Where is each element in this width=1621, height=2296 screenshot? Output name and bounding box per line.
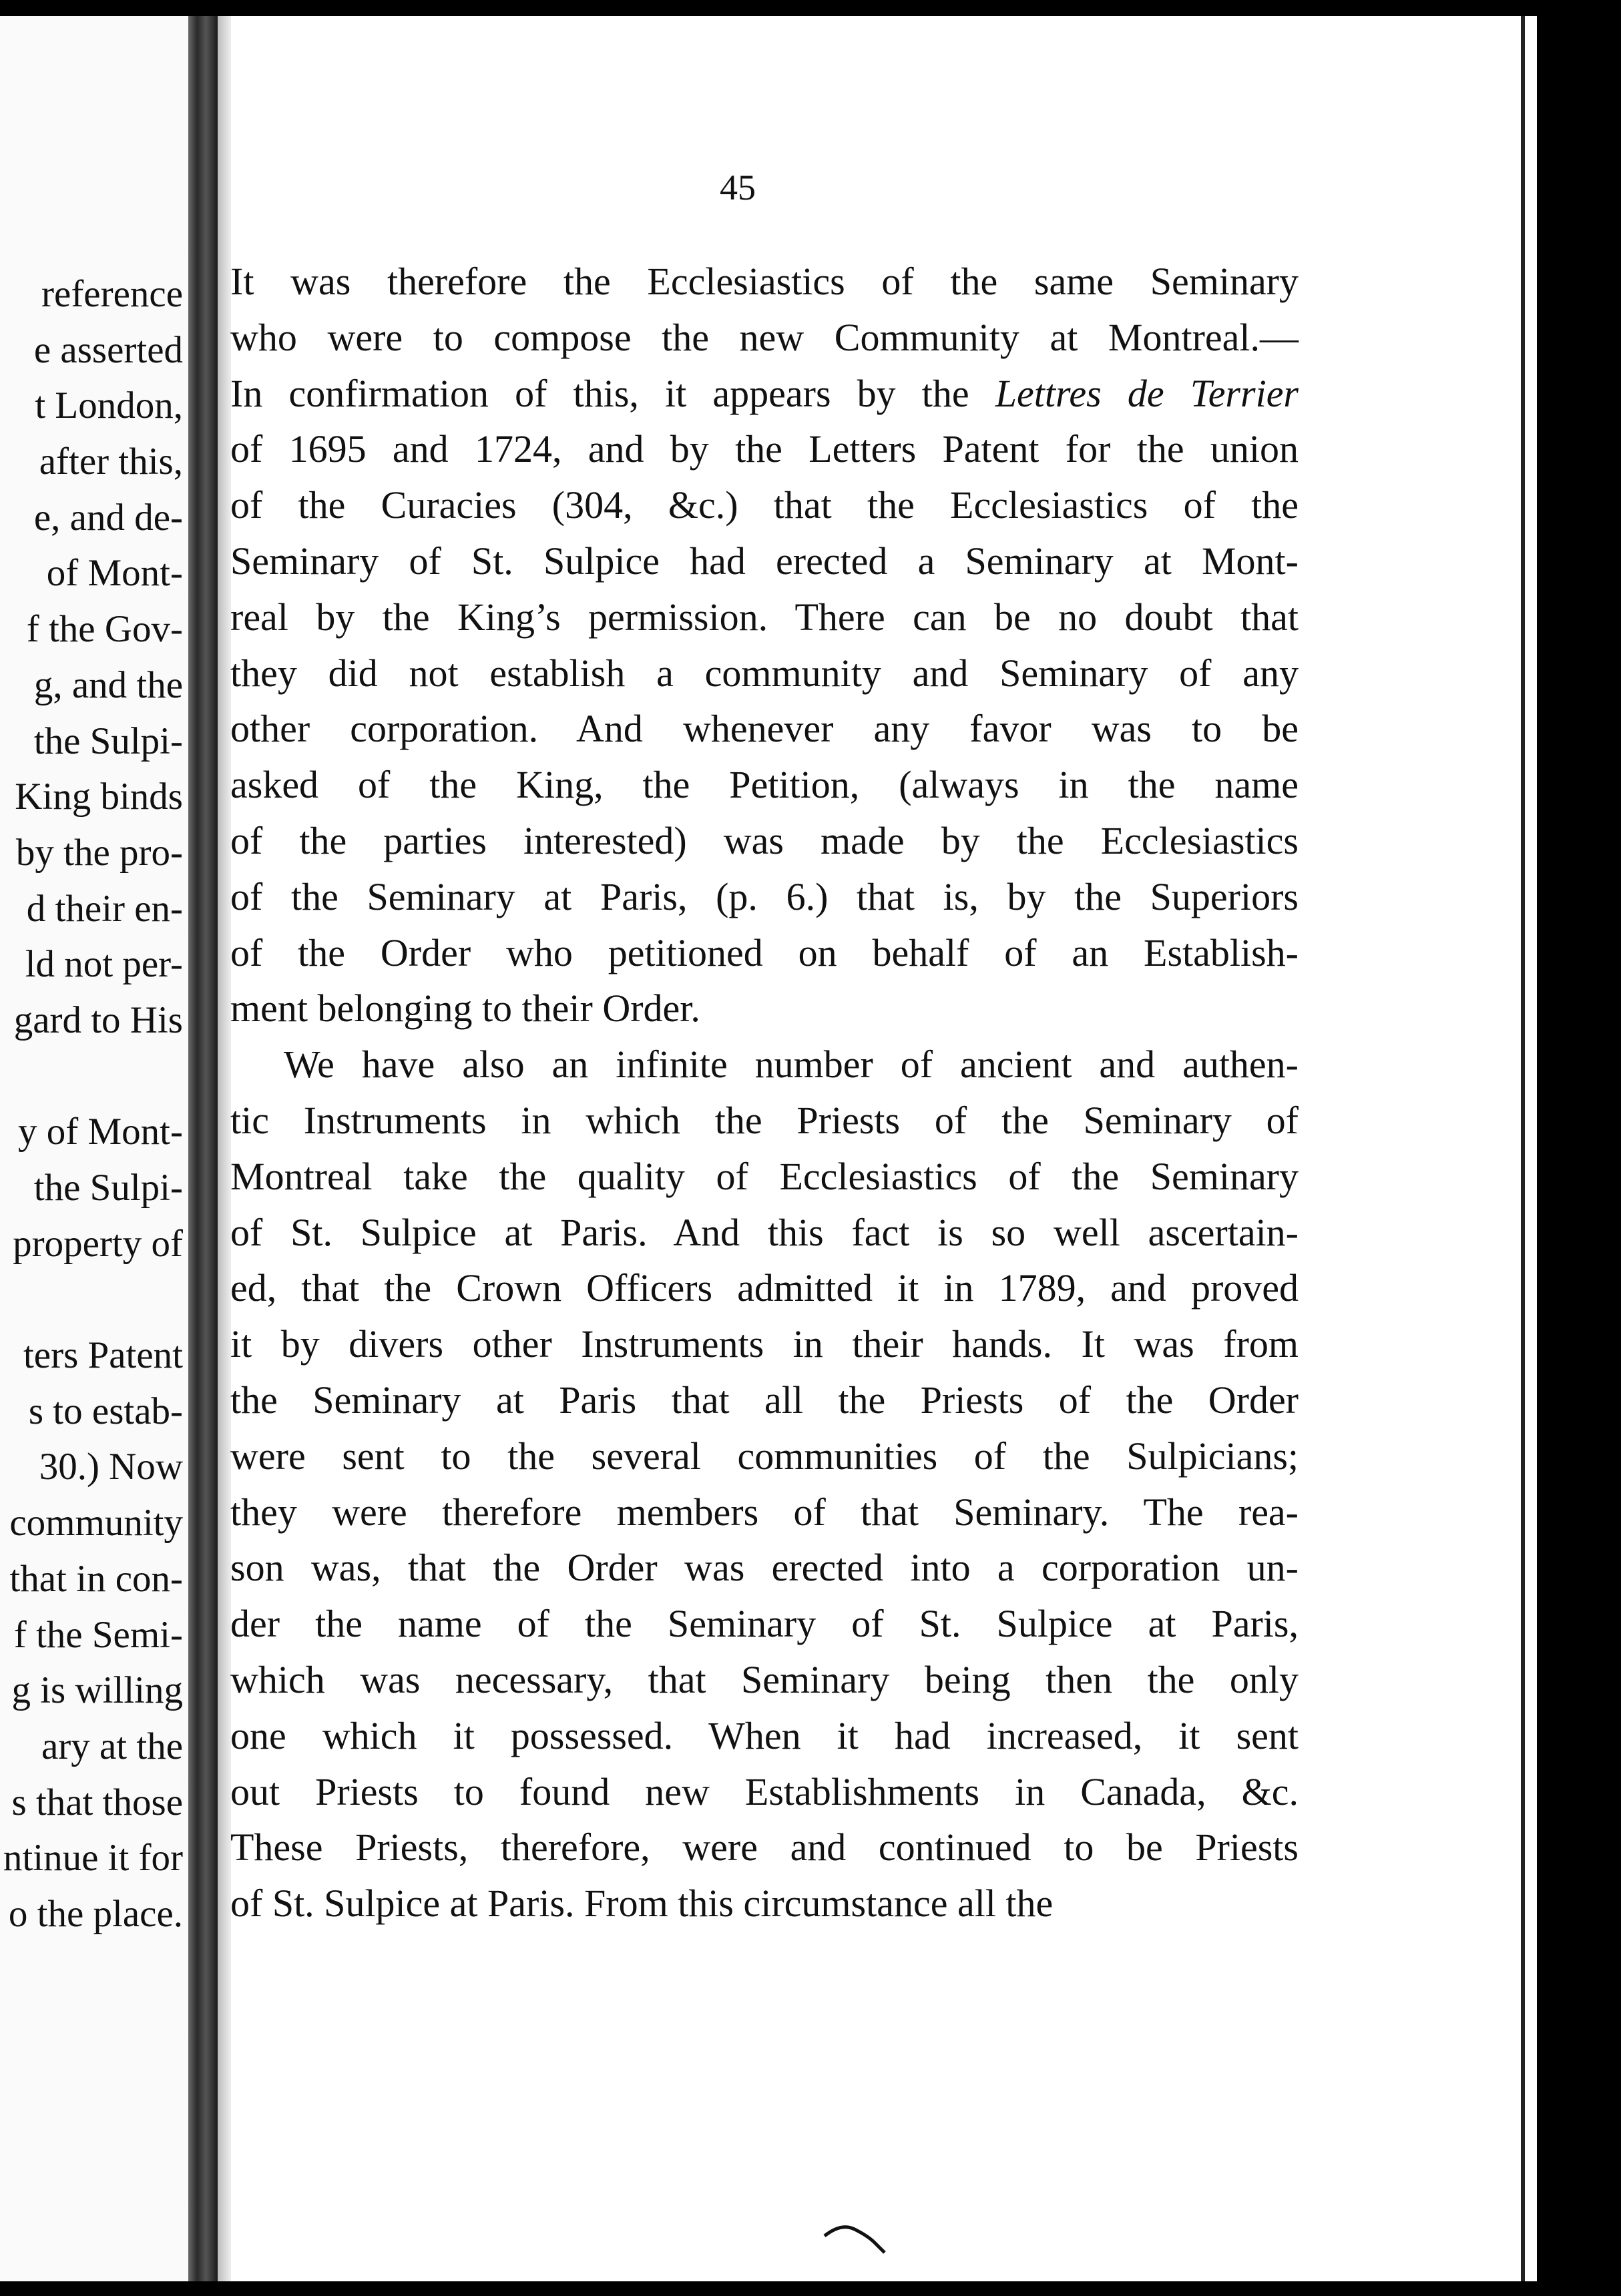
paragraph2-line: tic Instruments in which the Priests of the Seminary of [230, 1098, 1299, 1142]
facing-page-line: the Sulpi- [33, 720, 183, 762]
paragraph1-line: of the parties interested) was made by the Ecclesiastics [230, 818, 1299, 862]
paragraph2-line: These Priests, therefore, were and continued to be Priests [230, 1825, 1299, 1870]
paragraph1-line: It was therefore the Ecclesiastics of the same Seminary [230, 260, 1299, 303]
paragraph2-line: ed, that the Crown Officers admitted it in 1789, and proved [230, 1266, 1299, 1310]
facing-page-left [0, 16, 188, 2281]
facing-page-line: t London, [35, 384, 183, 427]
facing-page-line: after this, [39, 441, 183, 483]
facing-page-line: d their en- [26, 887, 183, 930]
facing-page-line: King binds [15, 776, 183, 818]
paragraph1-line: of the Curacies (304, &c.) that the Ecclesiastics of the [230, 483, 1299, 527]
facing-page-line: e, and de- [33, 496, 183, 539]
facing-page-line: gard to His [13, 998, 183, 1041]
paragraph1-line: Seminary of St. Sulpice had erected a Seminary at Mont- [230, 539, 1299, 583]
facing-page-line: ntinue it for [3, 1837, 183, 1880]
facing-page-line: g, and the [33, 663, 183, 706]
paragraph2-line: Montreal take the quality of Ecclesiastics of the Seminary [230, 1154, 1299, 1198]
paragraph2-line: son was, that the Order was erected into a corporation un- [230, 1546, 1299, 1590]
paragraph2-line: they were therefore members of that Seminary. The rea- [230, 1490, 1299, 1534]
facing-page-line: ters Patent [23, 1334, 183, 1377]
paragraph1-line: of the Order who petitioned on behalf of an Establish- [230, 930, 1299, 974]
paragraph2-line: were sent to the several communities of the Sulpicians; [230, 1434, 1299, 1478]
scan-border-bottom [0, 2281, 1621, 2296]
facing-page-line: s that those [11, 1781, 183, 1823]
paragraph2-line: it by divers other Instruments in their hands. It was from [230, 1322, 1299, 1366]
paragraph1-line: real by the King’s permission. There can be no doubt that [230, 595, 1299, 639]
facing-page-line: reference [41, 273, 183, 315]
facing-page-line: o the place. [8, 1892, 183, 1935]
gutter-shadow [218, 16, 231, 2281]
paragraph1-line: other corporation. And whenever any favor was to be [230, 707, 1299, 751]
facing-page-line: g is willing [11, 1669, 183, 1712]
facing-page-line: e asserted [33, 328, 183, 371]
facing-page-line: f the Gov- [26, 608, 183, 651]
scan-border-right [1537, 0, 1621, 2296]
paragraph1-line: of 1695 and 1724, and by the Letters Patent for the union [230, 427, 1299, 471]
facing-page-line [0, 1049, 183, 1105]
facing-page-line: of Mont- [46, 552, 183, 595]
paragraph2-line: the Seminary at Paris that all the Priests of the Order [230, 1378, 1299, 1422]
facing-page-line: community [9, 1502, 183, 1544]
facing-page-line [0, 1271, 183, 1328]
facing-page-line: y of Mont- [18, 1111, 183, 1153]
facing-page-line: 30.) Now [39, 1446, 183, 1488]
paragraph2-line: one which it possessed. When it had increased, it sent [230, 1713, 1299, 1757]
page-edge [1521, 16, 1525, 2281]
facing-page-line: ld not per- [25, 943, 183, 986]
paragraph1-line: they did not establish a community and Seminary of any [230, 651, 1299, 695]
facing-page-line: that in con- [9, 1557, 183, 1600]
ink-mark-icon [821, 2216, 895, 2256]
paragraph1-line: asked of the King, the Petition, (always in the name [230, 763, 1299, 807]
book-gutter [188, 16, 218, 2281]
paragraph2-line: of St. Sulpice at Paris. And this fact is so well ascertain- [230, 1210, 1299, 1254]
paragraph1-line: of the Seminary at Paris, (p. 6.) that is, by the Superiors [230, 874, 1299, 918]
scan-border-top [0, 0, 1621, 16]
facing-page-text [0, 266, 188, 1942]
paragraph2-line: out Priests to found new Establishments in Canada, &c. [230, 1769, 1299, 1813]
facing-page-line: the Sulpi- [33, 1167, 183, 1209]
facing-page-line: ary at the [41, 1725, 183, 1767]
paragraph2-line: der the name of the Seminary of St. Sulpice at Paris, [230, 1602, 1299, 1646]
paragraph1-line: ment belonging to their Order. [230, 986, 700, 1031]
paragraph2-line: which was necessary, that Seminary being then the only [230, 1657, 1299, 1701]
facing-page-line: f the Semi- [13, 1613, 183, 1656]
facing-page-line: s to estab- [28, 1390, 183, 1432]
paragraph2-line: We have also an infinite number of ancient and authen- [284, 1043, 1299, 1087]
page-body-text [230, 254, 1299, 1932]
facing-page-line: property of [13, 1222, 183, 1265]
paragraph1-line: In confirmation of this, it appears by the Lettres de Terrier [230, 371, 1299, 415]
paragraph2-line: of St. Sulpice at Paris. From this circumstance all the [230, 1882, 1054, 1926]
paragraph1-line: who were to compose the new Community at Montreal.— [230, 315, 1299, 359]
facing-page-line: by the pro- [15, 831, 183, 874]
page-number: 45 [720, 168, 756, 208]
